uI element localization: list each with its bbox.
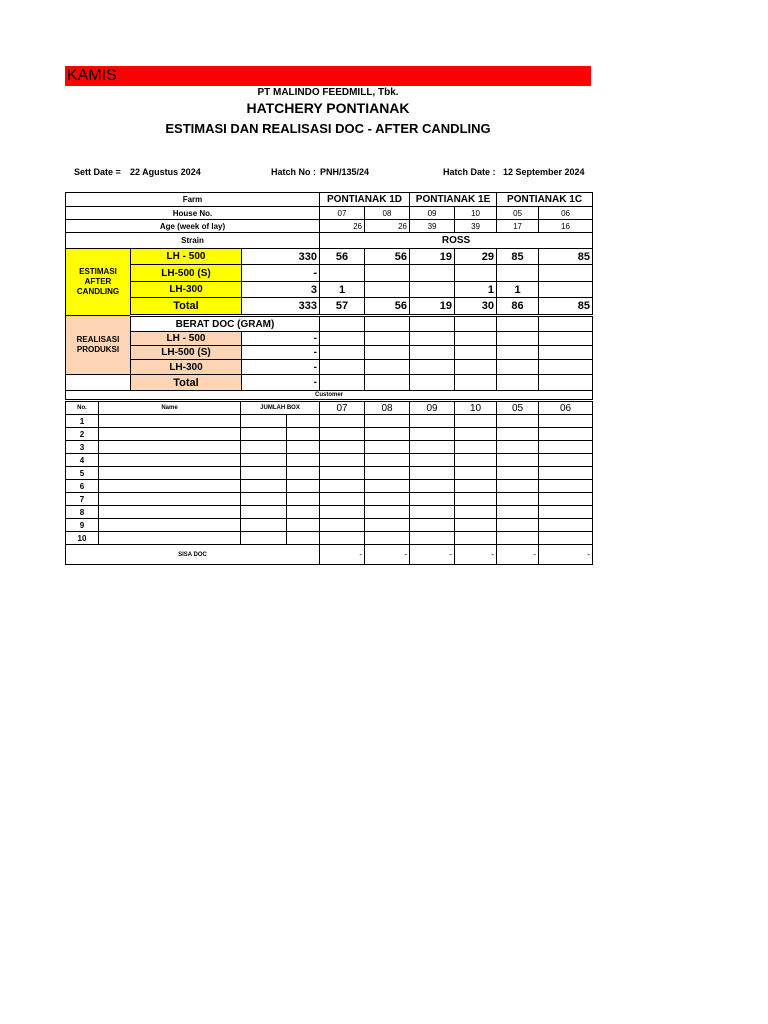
house-label: House No.	[66, 207, 320, 220]
age-value: 39	[410, 220, 455, 233]
sisa-value: -	[320, 545, 365, 565]
realisasi-label-line: PRODUKSI	[76, 345, 120, 354]
estimasi-label-line: AFTER	[84, 277, 112, 286]
house-col-header: 06	[539, 402, 593, 415]
berat-doc-label: BERAT DOC (GRAM)	[131, 316, 320, 332]
house-col-header: 05	[497, 402, 539, 415]
qty-value: 56	[365, 298, 410, 316]
hatch-no-value: PNH/135/24	[320, 167, 370, 177]
qty-value	[455, 265, 497, 282]
qty-value	[365, 282, 410, 298]
table-row	[66, 519, 593, 532]
sum-value: -	[242, 360, 320, 375]
sett-date-value: 22 Agustus 2024	[130, 167, 201, 177]
strain-type-label: LH-300	[131, 282, 242, 298]
sum-value: 3	[242, 282, 320, 298]
qty-value	[410, 265, 455, 282]
estimasi-row-lh300	[66, 282, 593, 298]
company-name: PT MALINDO FEEDMILL, Tbk.	[257, 87, 399, 98]
house-no: 10	[455, 207, 497, 220]
hatchery-title: HATCHERY PONTIANAK	[246, 100, 410, 116]
age-row	[66, 220, 593, 233]
qty-value	[497, 265, 539, 282]
sisa-value: -	[455, 545, 497, 565]
age-value: 39	[455, 220, 497, 233]
sisa-value: -	[497, 545, 539, 565]
total-label: Total	[131, 298, 242, 316]
row-number: 6	[66, 480, 99, 493]
table-row	[66, 441, 593, 454]
row-number: 10	[66, 532, 99, 545]
house-col-header: 09	[410, 402, 455, 415]
farm-name: PONTIANAK 1E	[410, 193, 497, 207]
sisa-doc-label: SISA DOC	[66, 545, 320, 565]
total-label: Total	[131, 375, 242, 391]
sum-value: -	[242, 346, 320, 360]
name-header: Name	[99, 402, 241, 415]
estimasi-row-lh500s	[66, 265, 593, 282]
report-subtitle: ESTIMASI DAN REALISASI DOC - AFTER CANDLING	[165, 121, 491, 136]
qty-value: 19	[410, 249, 455, 265]
customer-title-row	[66, 391, 593, 400]
realisasi-row-lh500	[66, 332, 593, 346]
realisasi-row-lh500s	[66, 346, 593, 360]
sisa-value: -	[365, 545, 410, 565]
age-label: Age (week of lay)	[66, 220, 320, 233]
house-no: 05	[497, 207, 539, 220]
sisa-doc-row	[66, 545, 593, 565]
box-header: JUMLAH BOX	[241, 402, 320, 415]
strain-row	[66, 233, 593, 249]
qty-value: 85	[497, 249, 539, 265]
estimasi-label-line: ESTIMASI	[79, 267, 117, 276]
table-row	[66, 506, 593, 519]
house-no: 08	[365, 207, 410, 220]
row-number: 1	[66, 415, 99, 428]
table-row	[66, 467, 593, 480]
sisa-value: -	[410, 545, 455, 565]
strain-type-label: LH-500 (S)	[131, 346, 242, 360]
table-row	[66, 493, 593, 506]
house-no: 06	[539, 207, 593, 220]
row-number: 4	[66, 454, 99, 467]
row-number: 8	[66, 506, 99, 519]
qty-value	[320, 265, 365, 282]
table-row	[66, 428, 593, 441]
sum-value: -	[242, 265, 320, 282]
sum-value: 333	[242, 298, 320, 316]
qty-value: 1	[497, 282, 539, 298]
qty-value: 30	[455, 298, 497, 316]
strain-type-label: LH - 500	[131, 332, 242, 346]
qty-value	[410, 282, 455, 298]
estimation-table	[65, 192, 593, 400]
table-row	[66, 454, 593, 467]
qty-value	[539, 265, 593, 282]
realisasi-label	[66, 316, 131, 375]
qty-value: 29	[455, 249, 497, 265]
sum-value: -	[242, 375, 320, 391]
estimasi-label	[66, 249, 131, 316]
table-row	[66, 480, 593, 493]
house-col-header: 10	[455, 402, 497, 415]
realisasi-row-lh300	[66, 360, 593, 375]
strain-type-label: LH-300	[131, 360, 242, 375]
qty-value: 57	[320, 298, 365, 316]
row-number: 3	[66, 441, 99, 454]
farm-name: PONTIANAK 1C	[497, 193, 593, 207]
qty-value: 1	[320, 282, 365, 298]
realisasi-label-line: REALISASI	[76, 335, 120, 344]
strain-type-label: LH - 500	[131, 249, 242, 265]
qty-value: 56	[320, 249, 365, 265]
qty-value	[539, 282, 593, 298]
strain-value: ROSS	[320, 233, 593, 249]
sett-date-label: Sett Date =	[74, 167, 121, 177]
qty-value	[365, 265, 410, 282]
no-header: No.	[66, 402, 99, 415]
qty-value: 19	[410, 298, 455, 316]
farm-row	[66, 193, 593, 207]
sum-value: -	[242, 332, 320, 346]
house-no: 09	[410, 207, 455, 220]
realisasi-row-total	[66, 375, 593, 391]
table-row	[66, 415, 593, 428]
strain-type-label: LH-500 (S)	[131, 265, 242, 282]
qty-value: 85	[539, 298, 593, 316]
estimasi-row-total	[66, 298, 593, 316]
estimasi-row-lh500	[66, 249, 593, 265]
day-banner: KAMIS	[65, 66, 591, 86]
table-row	[66, 532, 593, 545]
berat-row	[66, 316, 593, 332]
customer-table	[65, 401, 593, 565]
age-value: 16	[539, 220, 593, 233]
sum-value: 330	[242, 249, 320, 265]
estimasi-label-line: CANDLING	[76, 287, 120, 296]
row-number: 2	[66, 428, 99, 441]
qty-value: 1	[455, 282, 497, 298]
age-value: 26	[365, 220, 410, 233]
hatch-no-label: Hatch No :	[271, 167, 316, 177]
hatch-date-value: 12 September 2024	[503, 167, 585, 177]
house-row	[66, 207, 593, 220]
farm-label: Farm	[66, 193, 320, 207]
row-number: 7	[66, 493, 99, 506]
strain-label: Strain	[66, 233, 320, 249]
customer-title: Customer	[66, 391, 593, 400]
customer-header-row	[66, 402, 593, 415]
qty-value: 85	[539, 249, 593, 265]
row-number: 5	[66, 467, 99, 480]
qty-value: 86	[497, 298, 539, 316]
sisa-value: -	[539, 545, 593, 565]
row-number: 9	[66, 519, 99, 532]
house-col-header: 08	[365, 402, 410, 415]
house-col-header: 07	[320, 402, 365, 415]
qty-value: 56	[365, 249, 410, 265]
hatch-date-label: Hatch Date :	[443, 167, 496, 177]
farm-name: PONTIANAK 1D	[320, 193, 410, 207]
age-value: 17	[497, 220, 539, 233]
age-value: 26	[320, 220, 365, 233]
house-no: 07	[320, 207, 365, 220]
